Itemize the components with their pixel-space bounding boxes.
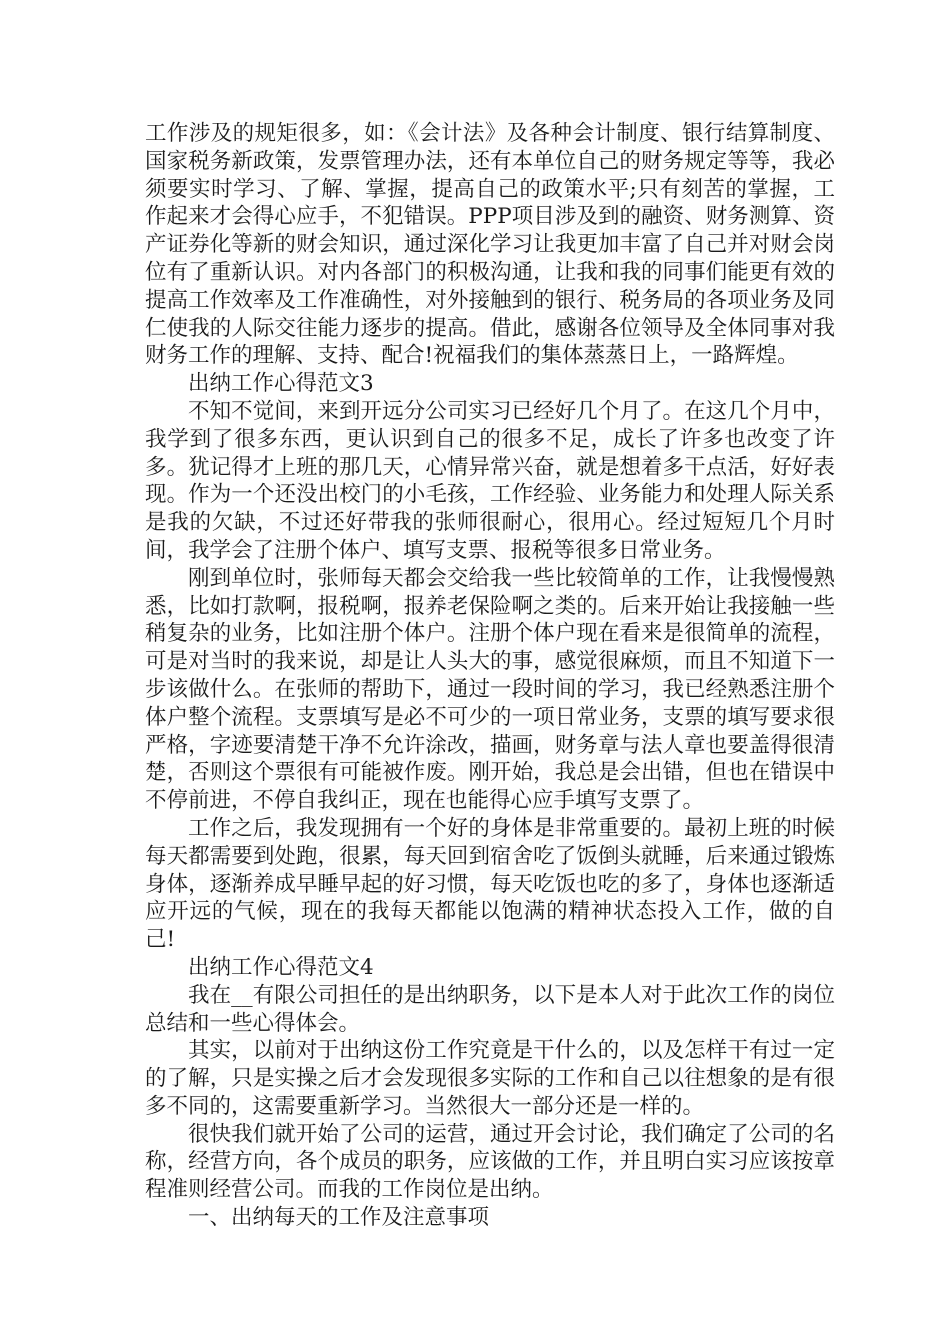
document-body xyxy=(145,120,835,1232)
section-heading-daily-work: 一、出纳每天的工作及注意事项 xyxy=(188,1205,490,1231)
paragraph-cashier-role: 我在__有限公司担任的是出纳职务，以下是本人对于此次工作的岗位总结和一些心得体会。 xyxy=(145,982,835,1036)
paragraph-understanding: 其实，以前对于出纳这份工作究竟是干什么的，以及怎样干有过一定的了解，只是实操之后才会发现很多实际的工作和自己以往想象的是有很多不同的，这需要重新学习。当然很大一部分还是一样的。 xyxy=(145,1038,835,1119)
section-heading-sample-4: 出纳工作心得范文4 xyxy=(188,954,374,980)
paragraph-company-operation: 很快我们就开始了公司的运营，通过开会讨论，我们确定了公司的名称，经营方向，各个成员的职务，应该做的工作，并且明白实习应该按章程准则经营公司。而我的工作岗位是出纳。 xyxy=(145,1121,835,1203)
paragraph-continuation: 工作涉及的规矩很多，如：《会计法》及各种会计制度、银行结算制度、国家税务新政策，发票管理办法，还有本单位自己的财务规定等等，我必须要实时学习、了解、掌握，提高自己的政策水平;只有刻苦的掌握，工作起来才会得心应手，不犯错误。PPP项目涉及到的融资、财务测算、资产证券化等新的财会知识，通过深化学习让我更加丰富了自己并对财会岗位有了重新认识。对内各部门的积极沟通，让我和我的同事们能更有效的提高工作效率及工作准确性，对外接触到的银行、税务局的各项业务及同仁使我的人际交往能力逐步的提高。借此，感谢各位领导及全体同事对我财务工作的理解、支持、配合!祝福我们的集体蒸蒸日上，一路辉煌。 xyxy=(145,121,835,369)
section-heading-sample-3: 出纳工作心得范文3 xyxy=(188,371,374,397)
paragraph-daily-tasks: 刚到单位时，张师每天都会交给我一些比较简单的工作，让我慢慢熟悉，比如打款啊，报税啊，报养老保险啊之类的。后来开始让我接触一些稍复杂的业务，比如注册个体户。注册个体户现在看来是很简单的流程，可是对当时的我来说，却是让人头大的事，感觉很麻烦，而且不知道下一步该做什么。在张师的帮助下，通过一段时间的学习，我已经熟悉注册个体户整个流程。支票填写是必不可少的一项日常业务，支票的填写要求很严格，字迹要清楚干净不允许涂改，描画，财务章与法人章也要盖得很清楚，否则这个票很有可能被作废。刚开始，我总是会出错，但也在错误中不停前进，不停自我纠正，现在也能得心应手填写支票了。 xyxy=(145,565,835,814)
paragraph-internship-intro: 不知不觉间，来到开远分公司实习已经好几个月了。在这几个月中，我学到了很多东西，更认识到自己的很多不足，成长了许多也改变了许多。犹记得才上班的那几天，心情异常兴奋，就是想着多干点活，好好表现。作为一个还没出校门的小毛孩，工作经验、业务能力和处理人际关系是我的欠缺，不过还好带我的张师很耐心，很用心。经过短短几个月时间，我学会了注册个体户、填写支票、报税等很多日常业务。 xyxy=(145,398,835,563)
paragraph-health: 工作之后，我发现拥有一个好的身体是非常重要的。最初上班的时候每天都需要到处跑，很累，每天回到宿舍吃了饭倒头就睡，后来通过锻炼身体，逐渐养成早睡早起的好习惯，每天吃饭也吃的多了，身体也逐渐适应开远的气候，现在的我每天都能以饱满的精神状态投入工作，做的自己! xyxy=(145,815,835,953)
